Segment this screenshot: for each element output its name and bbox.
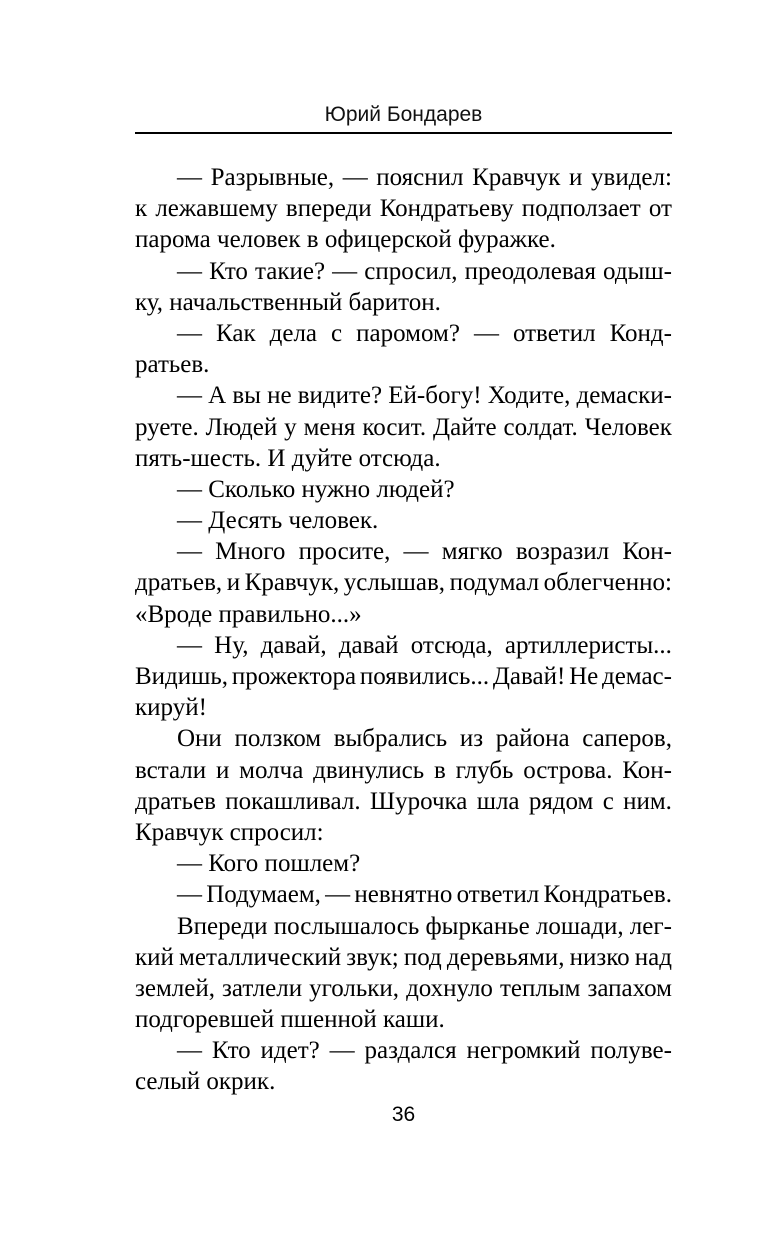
text-line: — Кто такие? — спросил, преодолевая одыш- — [177, 257, 672, 285]
text-line: — Разрывные, — пояснил Кравчук и увидел: — [177, 164, 672, 191]
text-line: — Десять человек. — [177, 507, 379, 535]
header-rule — [135, 132, 672, 134]
text-line: — А вы не видите? Ей-богу! Ходите, демаски- — [177, 382, 672, 410]
text-line: кий металлический звук; под деревьями, низко над — [135, 943, 672, 971]
body-text — [135, 162, 672, 1098]
text-line: к лежавшему впереди Кондратьеву подползает от — [135, 195, 672, 223]
text-line: дратьев покашливал. Шурочка шла рядом с ним. — [135, 787, 672, 815]
page-number: 36 — [391, 1103, 416, 1126]
text-line: дратьев, и Кравчук, услышав, подумал облегченно: — [135, 569, 672, 597]
text-line: — Кто идет? — раздался негромкий полуве- — [177, 1037, 672, 1065]
text-line: Впереди послышалось фырканье лошади, лег- — [177, 912, 672, 940]
text-line: Они ползком выбрались из района саперов, — [177, 725, 672, 753]
running-head: Юрий Бондарев — [324, 103, 483, 126]
text-line: ку, начальственный баритон. — [135, 288, 441, 316]
text-line: «Вроде правильно...» — [135, 600, 362, 628]
text-line: подгоревшей пшенной каши. — [135, 1006, 445, 1034]
text-line: — Подумаем, — невнятно ответил Кондратьев. — [177, 881, 672, 909]
text-line: — Как дела с паромом? — ответил Конд- — [177, 319, 672, 347]
text-line: селый окрик. — [135, 1068, 276, 1096]
text-line: кируй! — [135, 694, 207, 722]
text-line: Кравчук спросил: — [135, 818, 324, 846]
text-line: — Много просите, — мягко возразил Кон- — [177, 538, 672, 566]
text-line: парома человек в офицерской фуражке. — [135, 226, 556, 254]
text-line: пять-шесть. И дуйте отсюда. — [135, 444, 441, 472]
text-line: руете. Людей у меня косит. Дайте солдат. Человек — [135, 413, 672, 441]
text-line: — Кого пошлем? — [177, 850, 361, 878]
text-line: встали и молча двинулись в глубь острова. Кон- — [135, 756, 672, 784]
text-line: землей, затлели угольки, дохнуло теплым запахом — [135, 974, 672, 1002]
text-line: — Сколько нужно людей? — [177, 475, 455, 503]
text-line: ратьев. — [135, 351, 210, 379]
text-line: — Ну, давай, давай отсюда, артиллеристы... — [177, 631, 672, 659]
text-line: Видишь, прожектора появились... Давай! Не демас- — [135, 663, 672, 690]
